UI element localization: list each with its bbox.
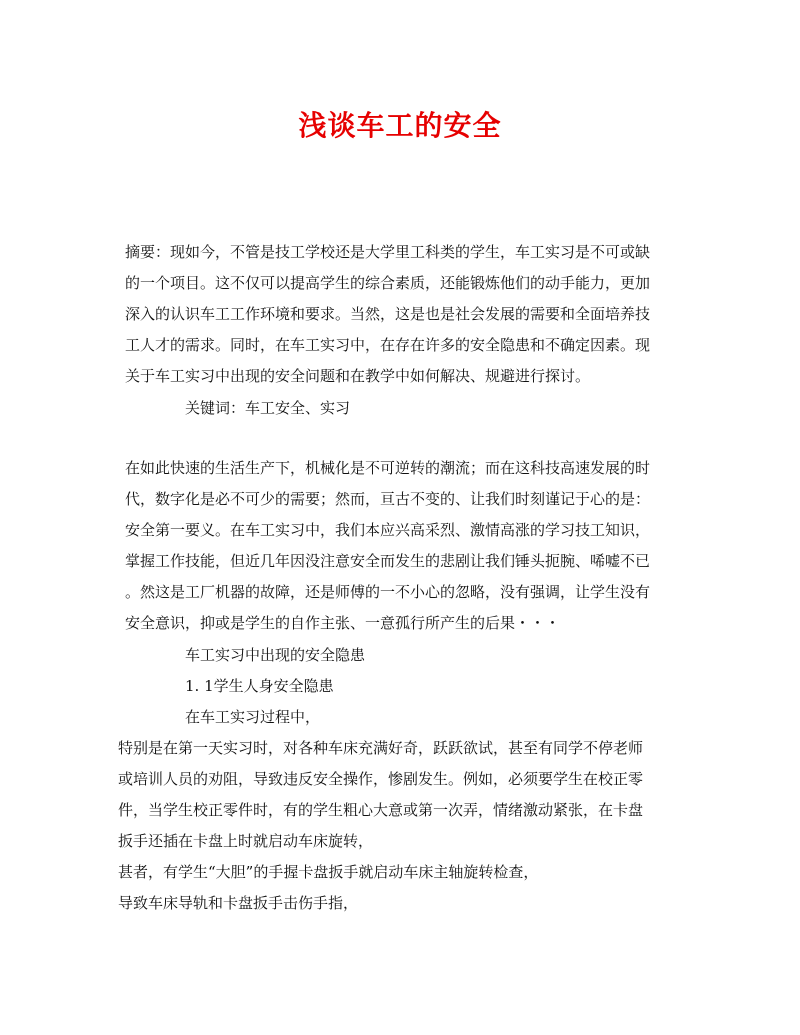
intro-line: 掌握工作技能，但近几年因没注意安全而发生的悲剧让我们锤头扼腕、唏嘘不已 — [125, 552, 651, 570]
abstract-line: 深入的认识车工工作环境和要求。当然，这是也是社会发展的需要和全面培养技 — [125, 305, 651, 323]
abstract-line: 的一个项目。这不仅可以提高学生的综合素质，还能锻炼他们的动手能力，更加 — [125, 274, 651, 292]
intro-line: 安全第一要义。在车工实习中，我们本应兴高采烈、激情高涨的学习技工知识， — [125, 521, 651, 539]
body-line: 特别是在第一天实习时，对各种车床充满好奇，跃跃欲试，甚至有同学不停老师 — [118, 739, 644, 757]
keywords: 关键词：车工安全、实习 — [185, 399, 351, 417]
intro-line: 代，数字化是必不可少的需要；然而，亘古不变的、让我们时刻谨记于心的是： — [125, 490, 651, 508]
section-heading: 车工实习中出现的安全隐患 — [185, 646, 366, 664]
abstract-line: 摘要：现如今，不管是技工学校还是大学里工科类的学生，车工实习是不可或缺 — [125, 243, 651, 261]
body-line: 件，当学生校正零件时，有的学生粗心大意或第一次弄，情绪激动紧张，在卡盘 — [118, 801, 644, 819]
intro-line: 在如此快速的生活生产下，机械化是不可逆转的潮流；而在这科技高速发展的时 — [125, 459, 651, 477]
intro-line: 安全意识，抑或是学生的自作主张、一意孤行所产生的后果・・・ — [125, 614, 561, 632]
body-line: 或培训人员的劝阻，导致违反安全操作，惨剧发生。例如，必须要学生在校正零 — [118, 770, 644, 788]
subsection-heading: 1. 1学生人身安全隐患 — [185, 677, 334, 695]
body-line: 导致车床导轨和卡盘扳手击伤手指， — [118, 894, 359, 912]
paragraph-start: 在车工实习过程中， — [185, 708, 321, 726]
body-line: 甚者，有学生“大胆”的手握卡盘扳手就启动车床主轴旋转检查， — [118, 863, 539, 881]
body-line: 扳手还插在卡盘上时就启动车床旋转， — [118, 832, 374, 850]
intro-line: 。然这是工厂机器的故障，还是师傅的一不小心的忽略，没有强调，让学生没有 — [125, 583, 651, 601]
abstract-line: 关于车工实习中出现的安全问题和在教学中如何解决、规避进行探讨。 — [125, 367, 591, 385]
page-title: 浅谈车工的安全 — [298, 109, 502, 142]
abstract-line: 工人才的需求。同时，在车工实习中，在存在许多的安全隐患和不确定因素。现 — [125, 336, 651, 354]
